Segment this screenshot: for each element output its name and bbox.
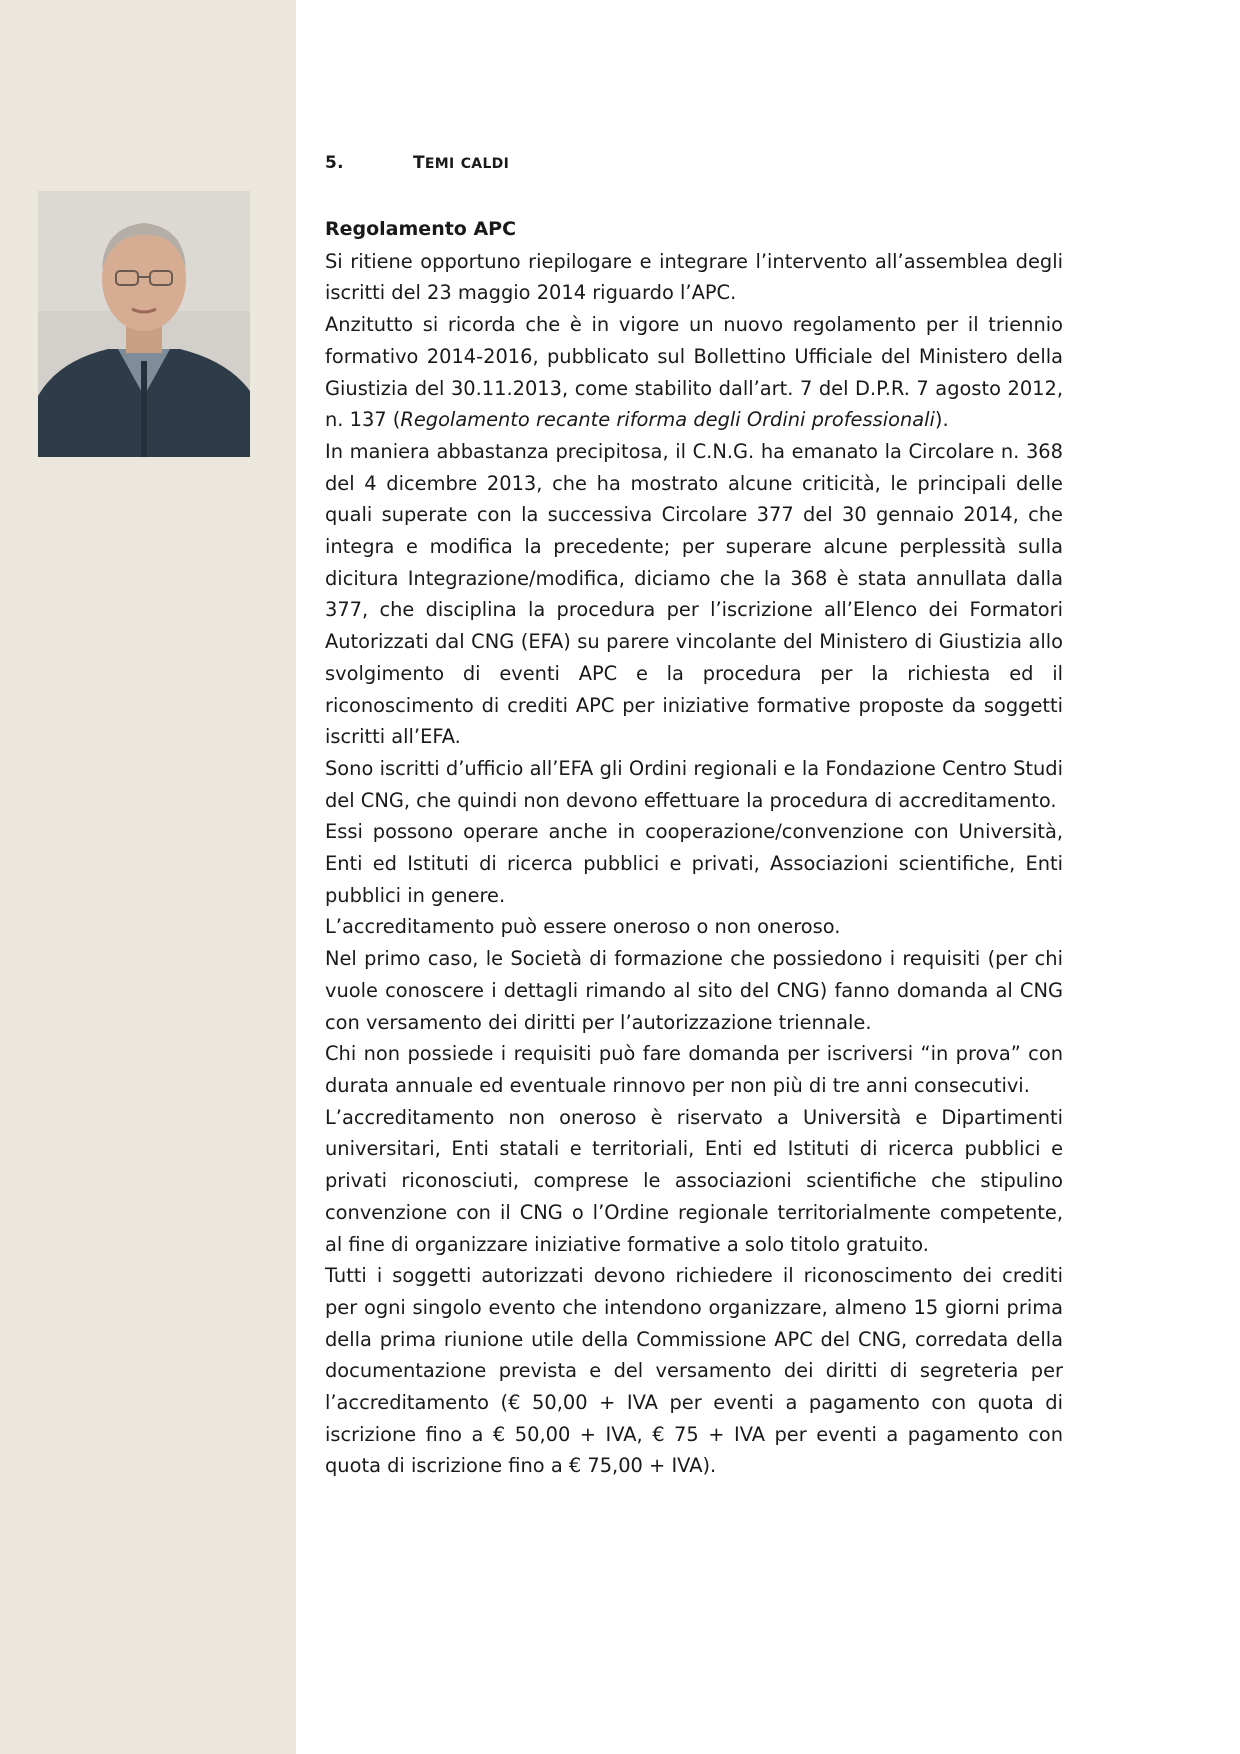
paragraph: Si ritiene opportuno riepilogare e integrare l’intervento all’assemblea degli iscritti del 23 maggio 2014 riguardo l’APC. — [325, 249, 1063, 305]
main-content — [325, 148, 1063, 1482]
paragraph: Sono iscritti d’ufficio all’EFA gli Ordini regionali e la Fondazione Centro Studi del CNG, che quindi non devono effettuare la procedura di accreditamento. — [325, 756, 1063, 812]
person-portrait-icon — [38, 191, 250, 457]
paragraph: Essi possono operare anche in cooperazione/convenzione con Università, Enti ed Istituti di ricerca pubblici e privati, Associazioni scientifiche, Enti pubblici in genere. — [325, 820, 1063, 907]
section-number: 5. — [325, 153, 344, 173]
paragraph: Chi non possiede i requisiti può fare domanda per iscriversi “in prova” con durata annuale ed eventuale rinnovo per non più di tre anni consecutivi. — [325, 1042, 1063, 1097]
section-heading — [325, 148, 1063, 178]
paragraph: L’accreditamento non oneroso è riservato a Università e Dipartimenti universitari, Enti statali e territoriali, Enti ed Istituti di ricerca pubblici e privati riconosciuti, comprese le associazioni scientifiche che stipulino convenzione con il CNG o l’Ordine regionale territorialmente competente, al fine di organizzare iniziative formative a solo titolo gratuito. — [325, 1105, 1063, 1256]
paragraph: Anzitutto si ricorda che è in vigore un nuovo regolamento per il triennio formativo 2014-2016, pubblicato sul Bollettino Ufficiale del Ministero della Giustizia del 30.11.2013, come stabilito dall’art. 7 del D.P.R. 7 agosto 2012, n. 137 (Regolamento recante riforma degli Ordini professionali). — [325, 313, 1063, 432]
paragraph: Nel primo caso, le Società di formazione che possiedono i requisiti (per chi vuole conoscere i dettagli rimando al sito del CNG) fanno domanda al CNG con versamento dei diritti per l’autorizzazione triennale. — [325, 947, 1063, 1034]
regulation-title: Regolamento recante riforma degli Ordini professionali — [400, 408, 935, 432]
portrait-photo — [38, 191, 250, 457]
subheading: Regolamento APC — [325, 218, 517, 240]
paragraph: Tutti i soggetti autorizzati devono richiedere il riconoscimento dei crediti per ogni singolo evento che intendono organizzare, almeno 15 giorni prima della prima riunione utile della Commissione APC del CNG, corredata della documentazione prevista e del versamento dei diritti di segreteria per l’accreditamento (€ 50,00 + IVA per eventi a pagamento con quota di iscrizione fino a € 50,00 + IVA, € 75 + IVA per eventi a pagamento con quota di iscrizione fino a € 75,00 + IVA). — [325, 1264, 1063, 1478]
paragraph: In maniera abbastanza precipitosa, il C.N.G. ha emanato la Circolare n. 368 del 4 dicembre 2013, che ha mostrato alcune criticità, le principali delle quali superate con la successiva Circolare 377 del 30 gennaio 2014, che integra e modifica la precedente; per superare alcune perplessità sulla dicitura Integrazione/modifica, diciamo che la 368 è stata annullata dalla 377, che disciplina la procedura per l’iscrizione all’Elenco dei Formatori Autorizzati dal CNG (EFA) su parere vincolante del Ministero di Giustizia allo svolgimento di eventi APC e la procedura per la richiesta ed il riconoscimento di crediti APC per iniziative formative proposte da soggetti iscritti all’EFA. — [325, 439, 1063, 749]
section-title: TEMI CALDI — [413, 153, 510, 173]
paragraph: L’accreditamento può essere oneroso o non oneroso. — [325, 915, 841, 939]
